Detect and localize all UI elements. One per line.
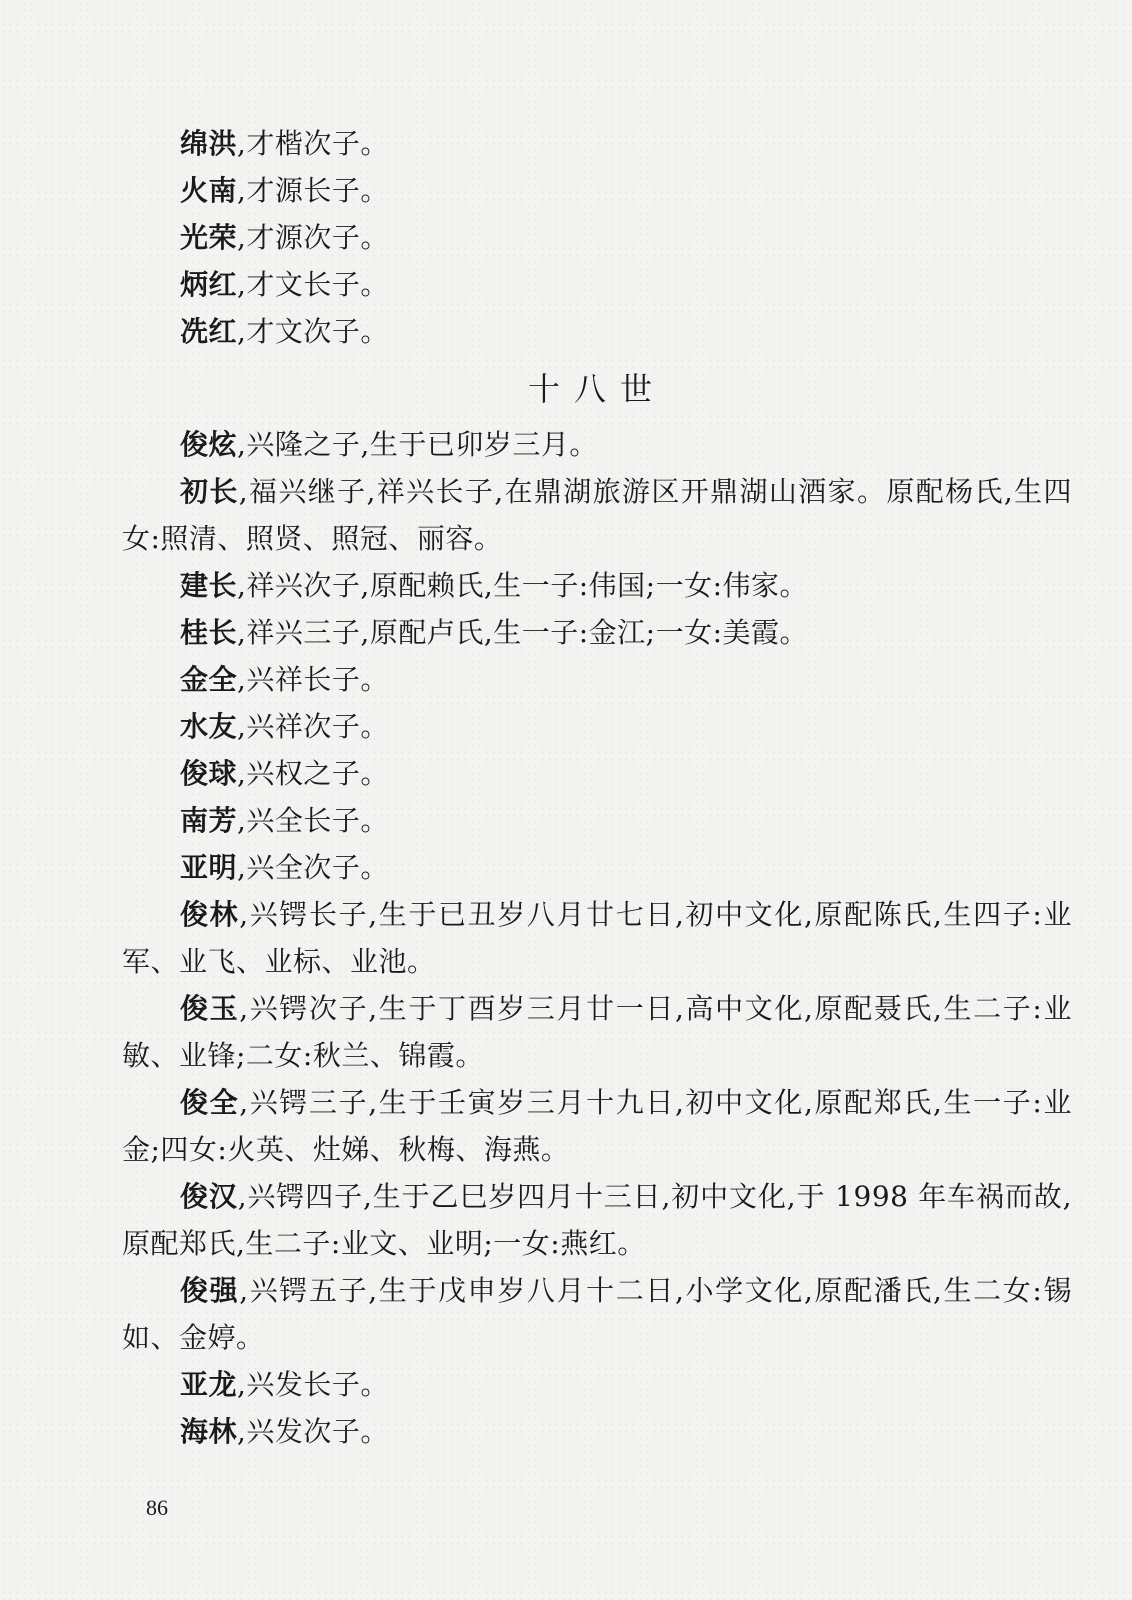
entry — [122, 308, 1072, 355]
entry — [122, 167, 1072, 214]
person-name: 光荣 — [180, 221, 238, 254]
entry — [122, 562, 1072, 609]
person-name: 炳红 — [180, 268, 238, 301]
entry-text: ,兴锷四子,生于乙巳岁四月十三日,初中文化,于 1998 年车祸而故,原配郑氏,生二子:业文、业明;一女:燕红。 — [122, 1180, 1072, 1260]
person-name: 俊林 — [180, 898, 240, 931]
entry — [122, 1408, 1072, 1455]
person-name: 海林 — [180, 1415, 238, 1448]
entries-top-section — [122, 120, 1072, 355]
entry-text: ,兴全长子。 — [237, 804, 389, 837]
entry-text: ,兴锷次子,生于丁酉岁三月廿一日,高中文化,原配聂氏,生二子:业敏、业锋;二女:秋兰、锦霞。 — [122, 992, 1072, 1072]
person-name: 俊强 — [180, 1274, 240, 1307]
generation-heading: 十八世 — [527, 370, 666, 408]
entry-text: ,祥兴三子,原配卢氏,生一子:金江;一女:美霞。 — [237, 616, 809, 649]
person-name: 水友 — [180, 710, 238, 743]
person-name: 绵洪 — [180, 127, 238, 160]
person-name: 俊玉 — [180, 992, 240, 1025]
entry-text: ,兴祥次子。 — [237, 710, 389, 743]
entry — [122, 844, 1072, 891]
person-name: 亚明 — [180, 851, 238, 884]
entry — [122, 797, 1072, 844]
entry — [122, 609, 1072, 656]
person-name: 俊汉 — [180, 1180, 238, 1213]
entry-text: ,祥兴次子,原配赖氏,生一子:伟国;一女:伟家。 — [237, 569, 809, 602]
entry-text: ,兴祥长子。 — [237, 663, 389, 696]
entry-text: ,兴发次子。 — [237, 1415, 389, 1448]
entry — [122, 703, 1072, 750]
entry-text: ,才楷次子。 — [237, 127, 389, 160]
page-number: 86 — [146, 1495, 168, 1520]
entry-text: ,兴全次子。 — [237, 851, 389, 884]
person-name: 冼红 — [180, 315, 238, 348]
entry-text: ,兴发长子。 — [237, 1368, 389, 1401]
entries-main-section — [122, 421, 1072, 1455]
person-name: 初长 — [180, 475, 239, 508]
person-name: 建长 — [180, 569, 238, 602]
entry-text: ,福兴继子,祥兴长子,在鼎湖旅游区开鼎湖山酒家。原配杨氏,生四女:照清、照贤、照冠、丽容。 — [122, 475, 1072, 555]
entry — [122, 1361, 1072, 1408]
entry — [122, 120, 1072, 167]
entry-text: ,兴锷五子,生于戊申岁八月十二日,小学文化,原配潘氏,生二女:锡如、金婷。 — [122, 1274, 1072, 1354]
person-name: 桂长 — [180, 616, 238, 649]
page-content — [122, 120, 1072, 1455]
entry — [122, 985, 1072, 1079]
person-name: 亚龙 — [180, 1368, 238, 1401]
entry-text: ,才文次子。 — [237, 315, 389, 348]
person-name: 俊炫 — [180, 428, 238, 461]
entry — [122, 214, 1072, 261]
entry — [122, 421, 1072, 468]
entry-text: ,兴锷长子,生于已丑岁八月廿七日,初中文化,原配陈氏,生四子:业军、业飞、业标、业池。 — [122, 898, 1072, 978]
entry-text: ,兴锷三子,生于壬寅岁三月十九日,初中文化,原配郑氏,生一子:业金;四女:火英、灶娣、秋梅、海燕。 — [122, 1086, 1072, 1166]
person-name: 金全 — [180, 663, 238, 696]
entry-text: ,才源长子。 — [237, 174, 389, 207]
entry-text: ,才文长子。 — [237, 268, 389, 301]
entry — [122, 891, 1072, 985]
entry — [122, 261, 1072, 308]
person-name: 俊全 — [180, 1086, 240, 1119]
person-name: 俊球 — [180, 757, 238, 790]
person-name: 火南 — [180, 174, 238, 207]
entry — [122, 1173, 1072, 1267]
entry-text: ,才源次子。 — [237, 221, 389, 254]
entry — [122, 1267, 1072, 1361]
entry-text: ,兴权之子。 — [237, 757, 389, 790]
entry — [122, 656, 1072, 703]
entry — [122, 1079, 1072, 1173]
entry — [122, 750, 1072, 797]
person-name: 南芳 — [180, 804, 238, 837]
entry-text: ,兴隆之子,生于已卯岁三月。 — [237, 428, 598, 461]
entry — [122, 468, 1072, 562]
